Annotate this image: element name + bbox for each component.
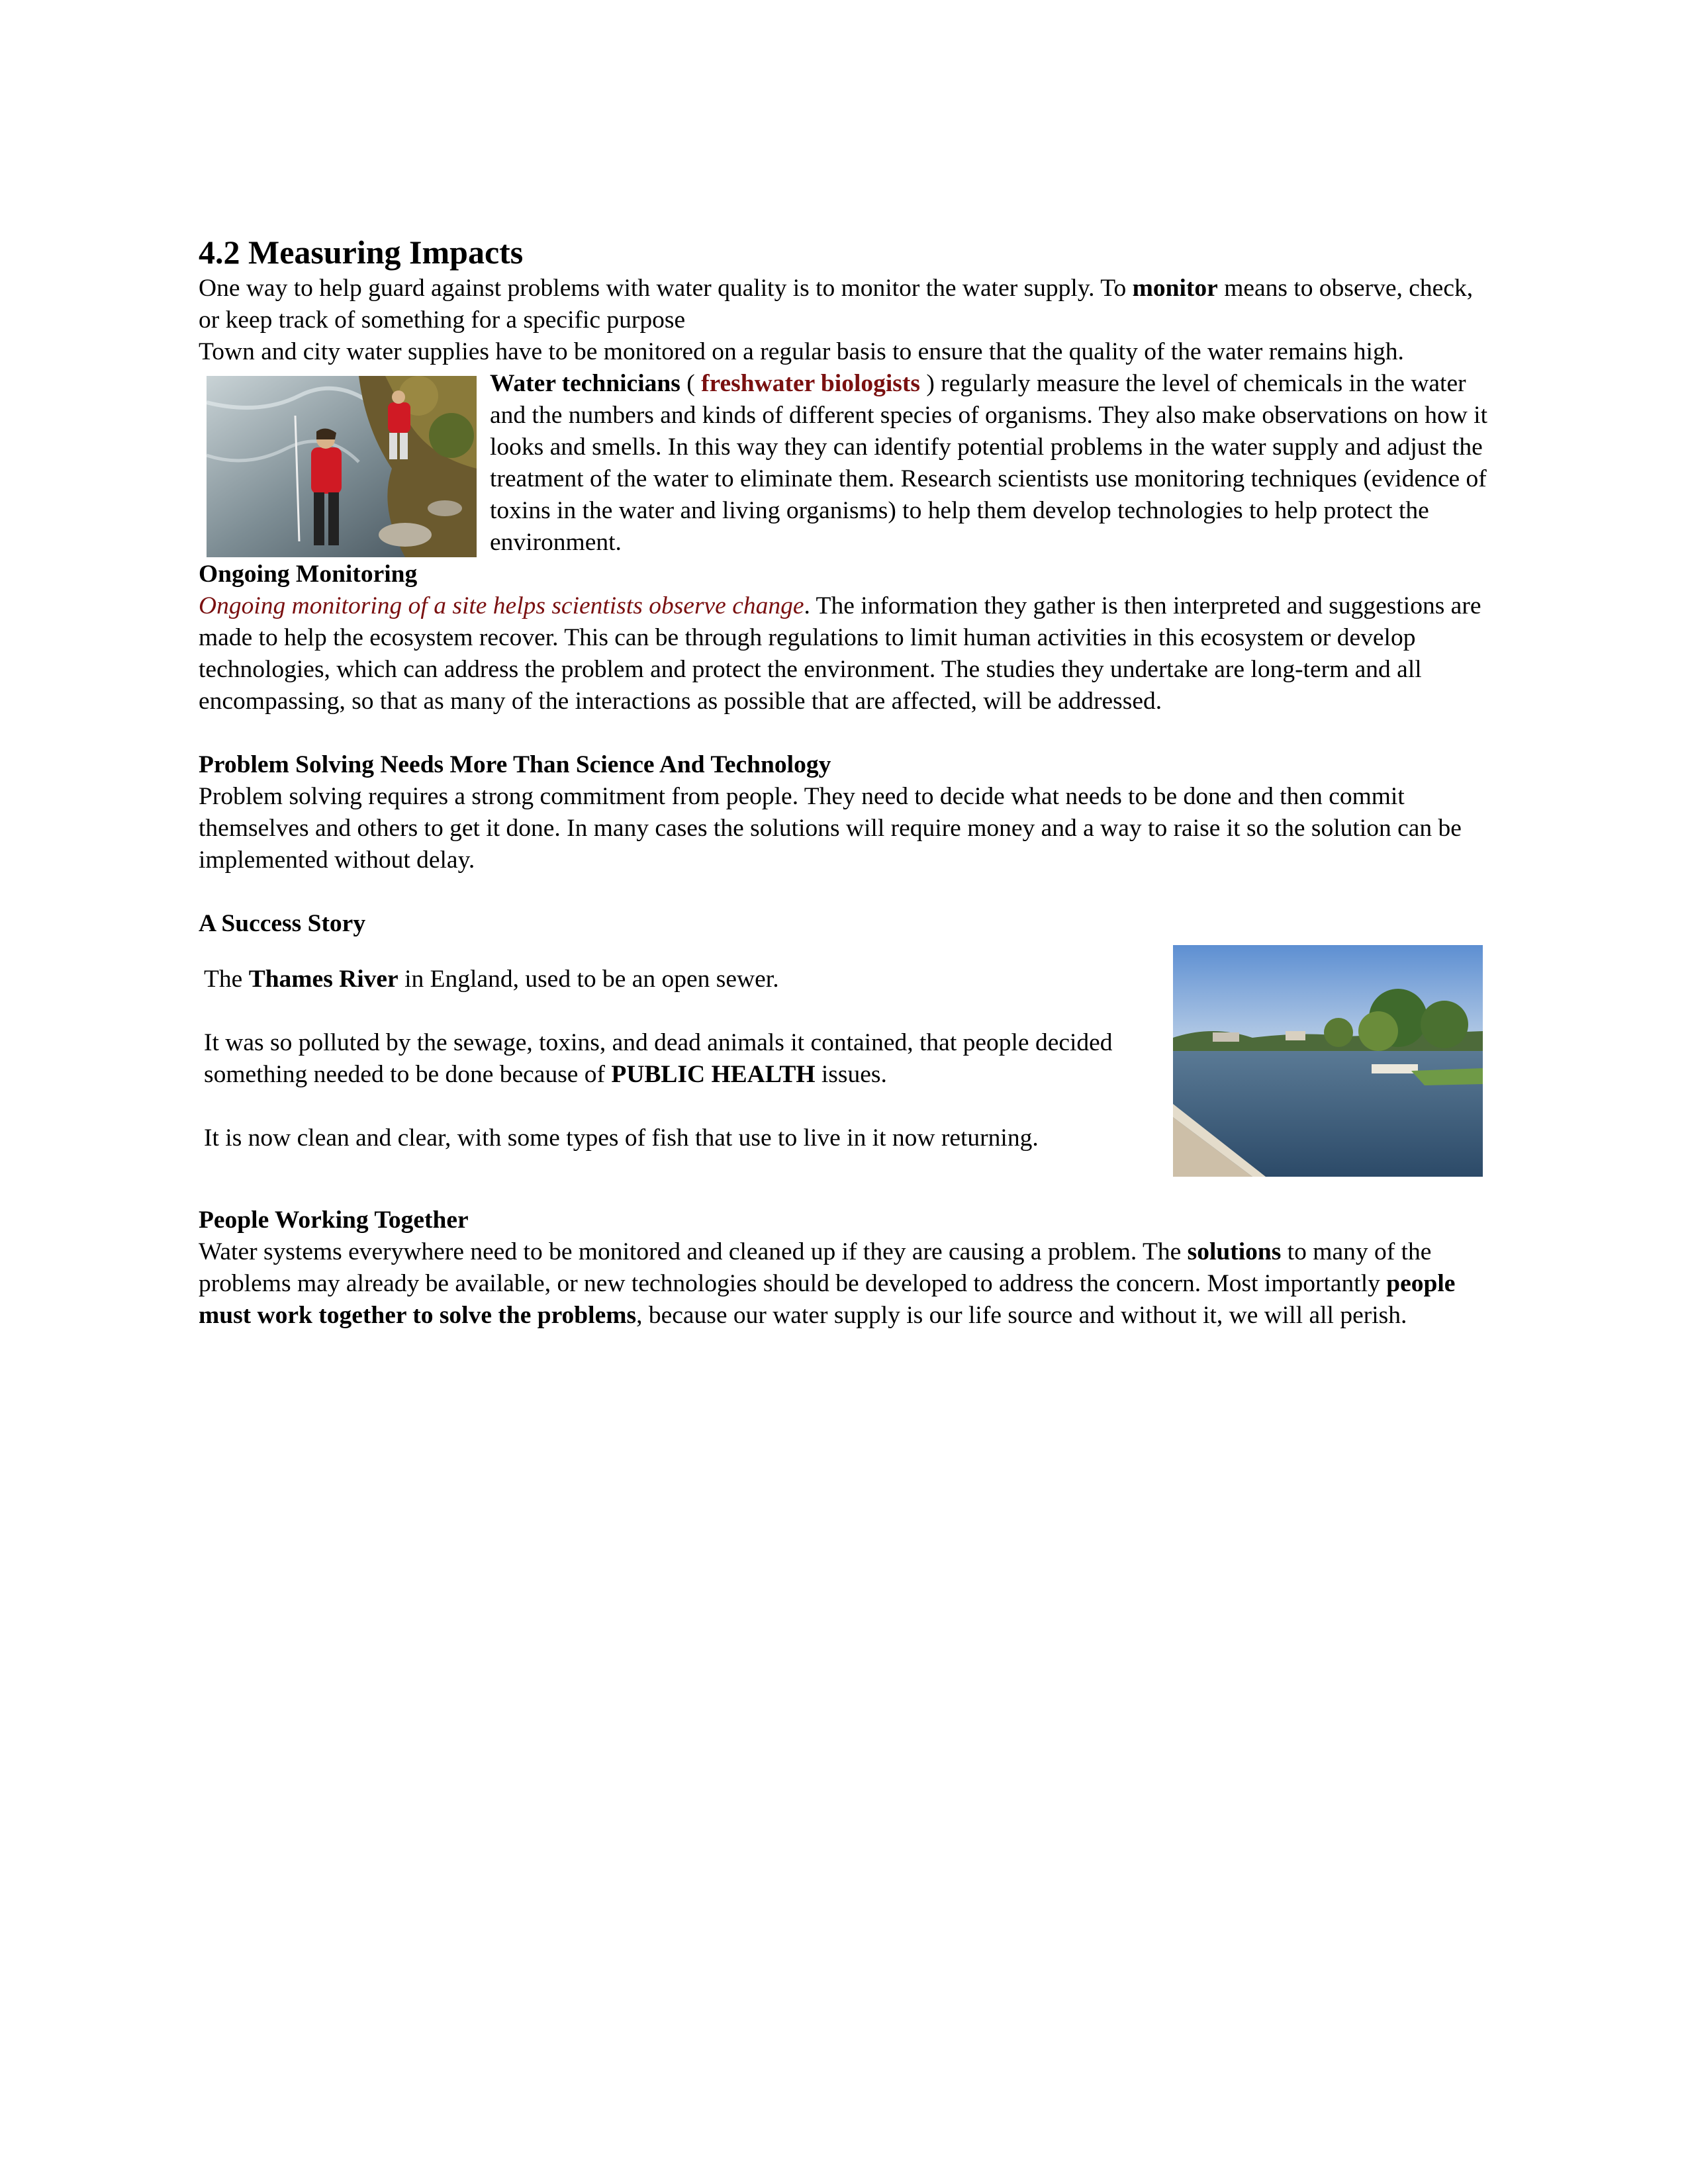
- spacer: [204, 995, 1164, 1027]
- intro-text-cont: means to observe, check, or keep track of something for a specific purpose: [199, 275, 1474, 334]
- thames-sentence: [204, 964, 1164, 995]
- ongoing-text: . The information they gather is then interpreted and suggestions are made to help the ecosystem recover. This can be through regulations to limit human activities in this ecosystem or develop technologies, which can address the problem and protect the environment. The studies they undertake are long-term and all encompassing, so that as many of the interactions as possible that are affected, will be addressed.: [199, 592, 1481, 715]
- freshwater-biologists-link[interactable]: freshwater biologists: [701, 370, 920, 397]
- technicians-term: Water technicians: [490, 370, 680, 397]
- success-story-text: [204, 964, 1164, 1154]
- thames-text-a: The: [204, 966, 249, 993]
- polluted-text-end: issues.: [815, 1061, 887, 1088]
- polluted-sentence: [204, 1027, 1164, 1091]
- page-title: 4.2 Measuring Impacts: [199, 234, 524, 271]
- paren-open: (: [680, 370, 702, 397]
- spacer: [199, 876, 1489, 908]
- thames-river-term: Thames River: [248, 966, 399, 993]
- success-story-section: [199, 940, 1489, 1205]
- success-heading: A Success Story: [199, 910, 366, 937]
- water-technicians-photo: [207, 376, 477, 557]
- public-health-term: PUBLIC HEALTH: [611, 1061, 816, 1088]
- intro-paragraph-2: Town and city water supplies have to be monitored on a regular basis to ensure that the quality of the water remains high.: [199, 338, 1404, 365]
- intro-text: One way to help guard against problems with water quality is to monitor the water supply. To: [199, 275, 1133, 302]
- ongoing-emphasis: Ongoing monitoring of a site helps scientists observe change: [199, 592, 804, 619]
- solutions-term: solutions: [1187, 1238, 1282, 1265]
- intro-paragraph: [199, 273, 1489, 336]
- problem-paragraph: Problem solving requires a strong commitment from people. They need to decide what needs to be done and then commit themselves and others to get it done. In many cases the solutions will require money and a way to raise it so the solution can be implemented without delay.: [199, 783, 1462, 874]
- ongoing-paragraph: [199, 590, 1489, 717]
- technicians-text: ) regularly measure the level of chemicals in the water and the numbers and kinds of different species of organisms. They also make observations on how it looks and smells. In this way they can identify potential problems in the water supply and adjust the treatment of the water to eliminate them. Research scientists use monitoring techniques (evidence of toxins in the water and living organisms) to help them develop technologies to help protect the environment.: [490, 370, 1487, 556]
- problem-heading: Problem Solving Needs More Than Science And Technology: [199, 751, 831, 778]
- together-heading: People Working Together: [199, 1206, 469, 1234]
- technicians-section: [199, 368, 1489, 559]
- work-together-emphasis: people must work together to solve the problems: [199, 1270, 1456, 1329]
- polluted-text: It was so polluted by the sewage, toxins, and dead animals it contained, that people decided something needed to be done because of: [204, 1029, 1113, 1088]
- thames-river-photo: [1173, 945, 1483, 1177]
- document-page: [199, 232, 1489, 1332]
- clean-sentence: It is now clean and clear, with some types of fish that use to live in it now returning.: [204, 1124, 1039, 1152]
- together-paragraph: [199, 1236, 1489, 1332]
- spacer: [204, 1091, 1164, 1122]
- monitor-term: monitor: [1132, 275, 1218, 302]
- together-text-a: Water systems everywhere need to be monitored and cleaned up if they are causing a problem. The: [199, 1238, 1188, 1265]
- ongoing-heading: Ongoing Monitoring: [199, 561, 418, 588]
- thames-text-b: in England, used to be an open sewer.: [398, 966, 779, 993]
- technicians-paragraph: [490, 368, 1489, 559]
- spacer: [199, 717, 1489, 749]
- together-text-c: , because our water supply is our life source and without it, we will all perish.: [636, 1302, 1407, 1329]
- together-text-b: to many of the problems may already be available, or new technologies should be developed to address the concern. Most importantly: [199, 1238, 1432, 1297]
